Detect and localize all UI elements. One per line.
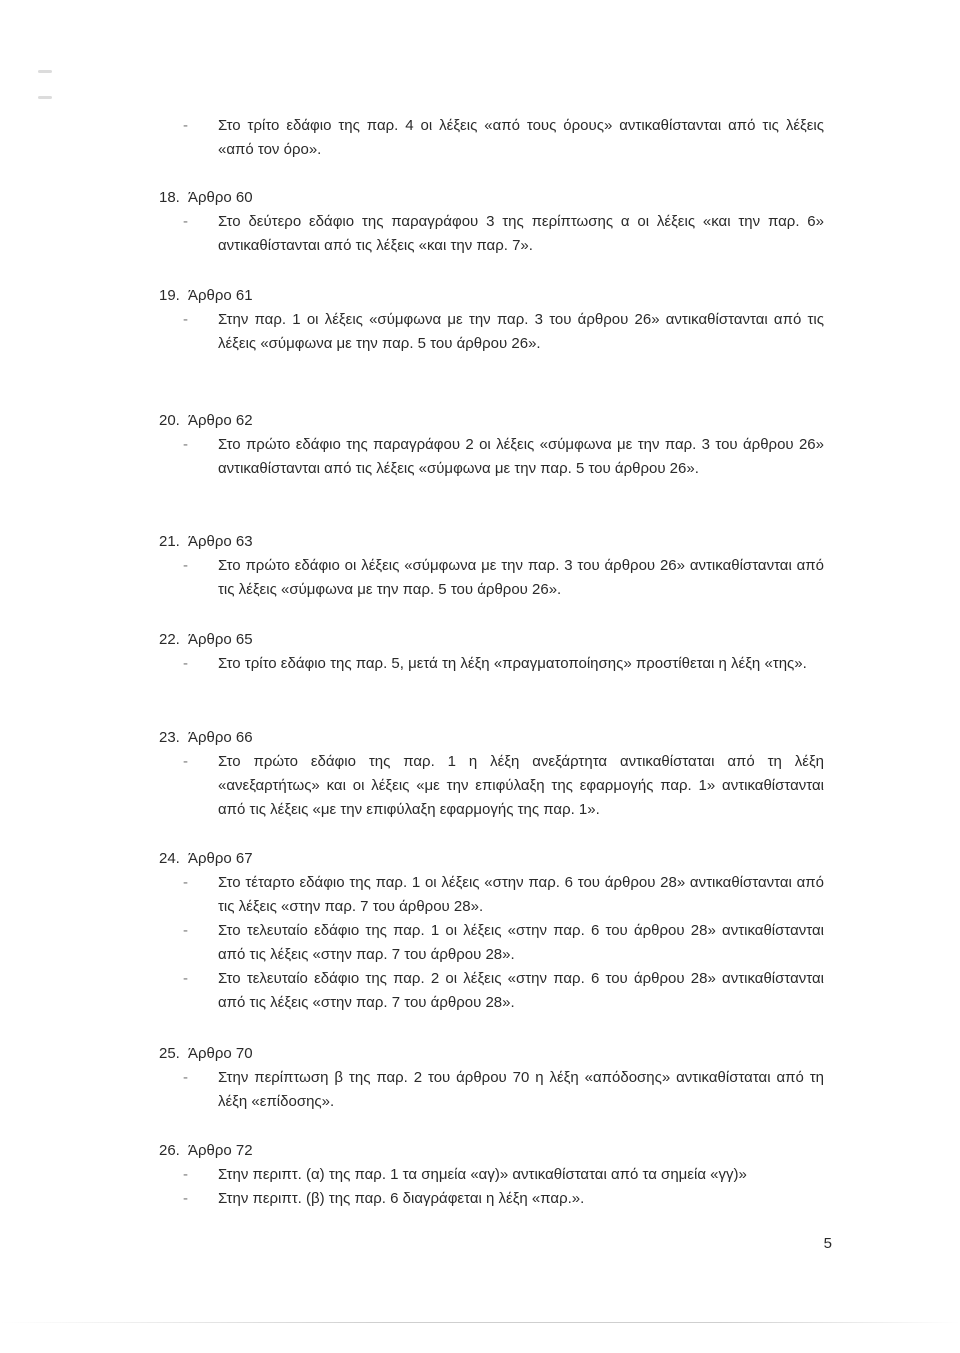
section-heading [159,284,824,308]
section-title: Άρθρο 60 [188,189,253,206]
section-number: 18. [159,189,180,206]
section-article-72 [159,1139,824,1211]
section-title: Άρθρο 63 [188,533,253,550]
section-title: Άρθρο 61 [188,287,253,304]
section-article-62 [159,409,824,481]
section-heading [159,186,824,210]
section-heading [159,1042,824,1066]
list-item [159,114,824,162]
section-title: Άρθρο 67 [188,850,253,867]
list-item [159,210,824,258]
scan-edge-line [0,1322,960,1323]
section-heading [159,530,824,554]
dash-bullet: - [183,922,188,939]
dash-bullet: - [183,753,188,770]
section-number: 22. [159,631,180,648]
section-heading [159,847,824,871]
item-text: Στο τρίτο εδάφιο της παρ. 4 οι λέξεις «από τους όρους» αντικαθίστανται από τις λέξεις «από τον όρο». [218,117,824,158]
item-text: Στο πρώτο εδάφιο της παραγράφου 2 οι λέξεις «σύμφωνα με την παρ. 3 του άρθρου 26» αντικαθίστανται από τις λέξεις «σύμφωνα με την παρ. 5 του άρθρου 26». [218,436,824,477]
section-number: 26. [159,1142,180,1159]
section-number: 25. [159,1045,180,1062]
section-article-63 [159,530,824,602]
item-text: Στο τέταρτο εδάφιο της παρ. 1 οι λέξεις «στην παρ. 6 του άρθρου 28» αντικαθίστανται από τις λέξεις «στην παρ. 7 του άρθρου 28». [218,874,824,915]
section-article-61 [159,284,824,356]
section-article-67 [159,847,824,1015]
item-text: Στην περιπτ. (β) της παρ. 6 διαγράφεται η λέξη «παρ.». [218,1190,585,1207]
section-number: 21. [159,533,180,550]
item-text: Στο τελευταίο εδάφιο της παρ. 2 οι λέξεις «στην παρ. 6 του άρθρου 28» αντικαθίστανται από τις λέξεις «στην παρ. 7 του άρθρου 28». [218,970,824,1011]
section-heading [159,628,824,652]
section-article-60 [159,186,824,258]
dash-bullet: - [183,311,188,328]
section-title: Άρθρο 66 [188,729,253,746]
section-title: Άρθρο 70 [188,1045,253,1062]
section-title: Άρθρο 72 [188,1142,253,1159]
scan-artifact [38,96,52,99]
list-item [159,919,824,967]
dash-bullet: - [183,1190,188,1207]
section-title: Άρθρο 62 [188,412,253,429]
list-item [159,750,824,822]
section-number: 24. [159,850,180,867]
list-item [159,967,824,1015]
dash-bullet: - [183,655,188,672]
section-heading [159,726,824,750]
dash-bullet: - [183,557,188,574]
section-heading [159,1139,824,1163]
section-heading [159,409,824,433]
scan-artifact [38,70,52,73]
list-item [159,554,824,602]
section-article-65 [159,628,824,676]
list-item [159,652,824,676]
item-text: Στο πρώτο εδάφιο οι λέξεις «σύμφωνα με την παρ. 3 του άρθρου 26» αντικαθίστανται από τις λέξεις «σύμφωνα με την παρ. 5 του άρθρου 26». [218,557,824,598]
item-text: Στην περίπτωση β της παρ. 2 του άρθρου 70 η λέξη «απόδοσης» αντικαθίσταται από τη λέξη «επίδοσης». [218,1069,824,1110]
dash-bullet: - [183,436,188,453]
list-item [159,1163,824,1187]
item-text: Στην παρ. 1 οι λέξεις «σύμφωνα με την παρ. 3 του άρθρου 26» αντικαθίστανται από τις λέξεις «σύμφωνα με την παρ. 5 του άρθρου 26». [218,311,824,352]
item-text: Στο δεύτερο εδάφιο της παραγράφου 3 της περίπτωσης α οι λέξεις «και την παρ. 6» αντικαθίστανται από τις λέξεις «και την παρ. 7». [218,213,824,254]
list-item [159,433,824,481]
item-text: Στο πρώτο εδάφιο της παρ. 1 η λέξη ανεξάρτητα αντικαθίσταται από τη λέξη «ανεξαρτήτως» και οι λέξεις «με την επιφύλαξη της εφαρμογής παρ. 1» αντικαθίστανται από τις λέξεις «με την επιφύλαξη εφαρμογής της παρ. 1». [218,753,824,818]
dash-bullet: - [183,1166,188,1183]
list-item [159,871,824,919]
item-text: Στο τρίτο εδάφιο της παρ. 5, μετά τη λέξη «πραγματοποίησης» προστίθεται η λέξη «της». [218,655,807,672]
page-number: 5 [823,1235,832,1252]
section-article-66 [159,726,824,822]
dash-bullet: - [183,874,188,891]
section-title: Άρθρο 65 [188,631,253,648]
dash-bullet: - [183,213,188,230]
section-number: 20. [159,412,180,429]
item-text: Στην περιπτ. (α) της παρ. 1 τα σημεία «αγ)» αντικαθίσταται από τα σημεία «γγ)» [218,1166,747,1183]
item-text: Στο τελευταίο εδάφιο της παρ. 1 οι λέξεις «στην παρ. 6 του άρθρου 28» αντικαθίστανται από τις λέξεις «στην παρ. 7 του άρθρου 28». [218,922,824,963]
section-number: 23. [159,729,180,746]
dash-bullet: - [183,970,188,987]
dash-bullet: - [183,117,188,134]
section-number: 19. [159,287,180,304]
list-item [159,308,824,356]
section-article-70 [159,1042,824,1114]
list-item [159,1187,824,1211]
intro-block [159,114,824,162]
dash-bullet: - [183,1069,188,1086]
list-item [159,1066,824,1114]
